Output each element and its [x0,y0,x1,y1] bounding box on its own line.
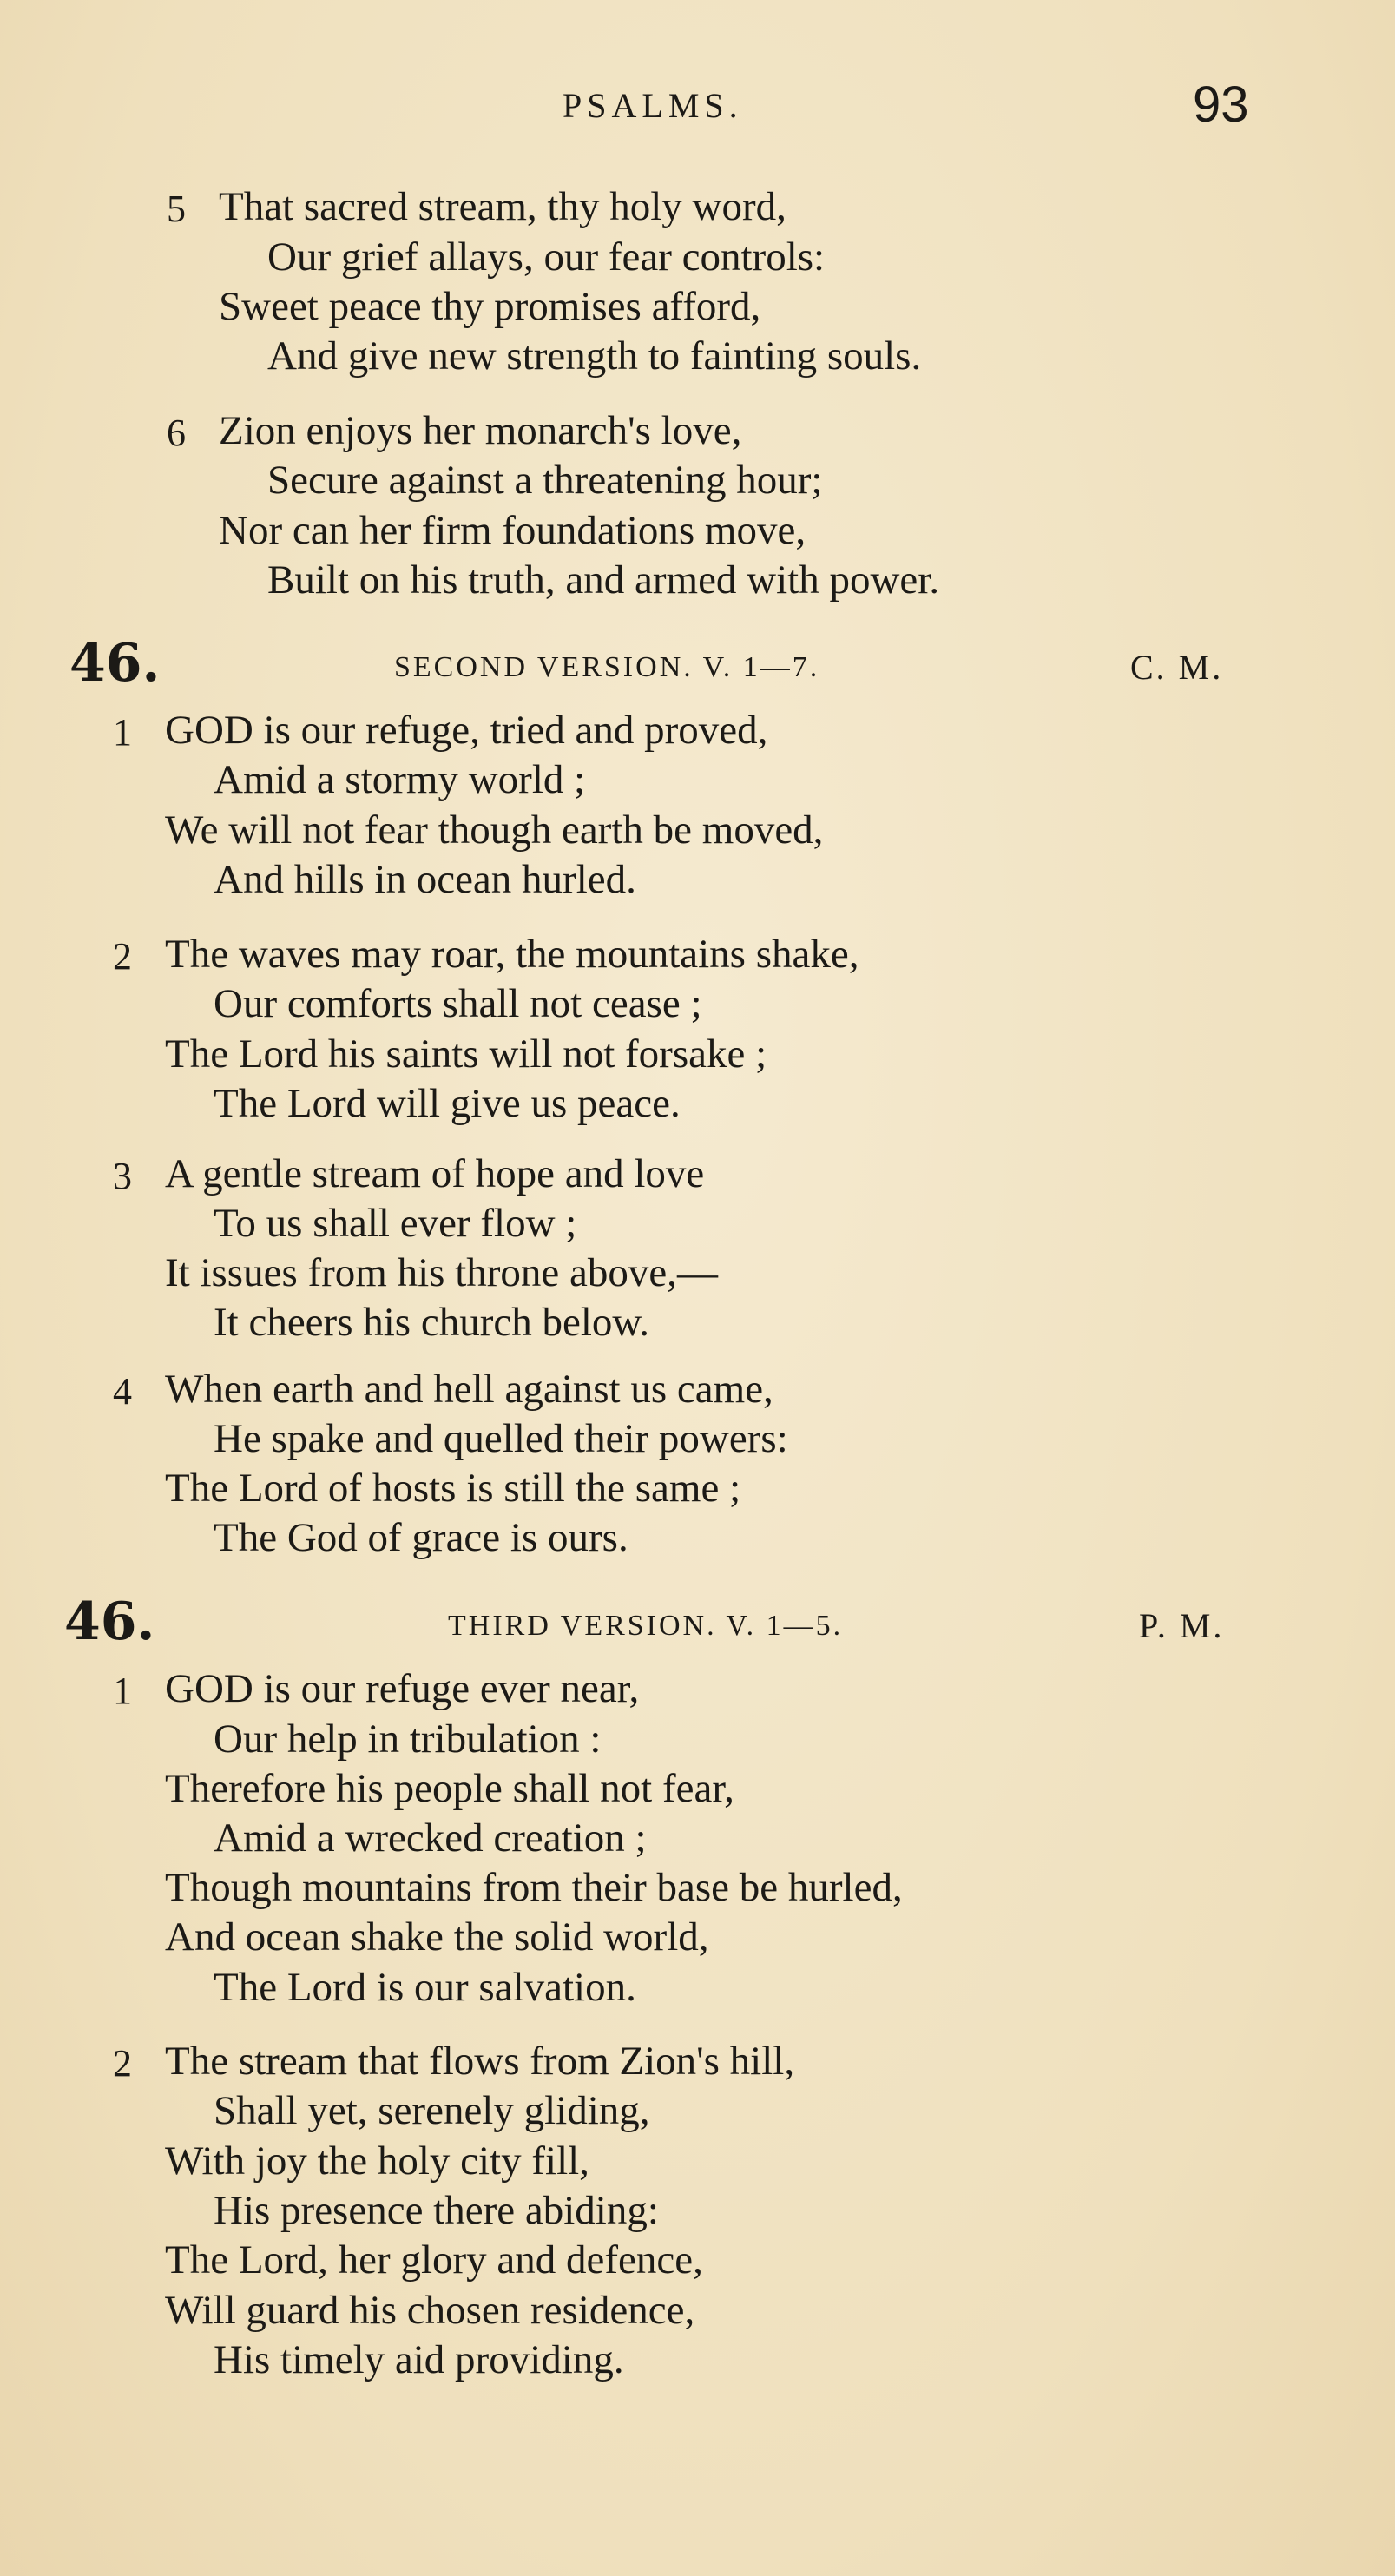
verse-line: To us shall ever flow ; [214,1201,577,1246]
verse-line: It cheers his church below. [214,1300,650,1345]
verse-line: When earth and hell against us came, [165,1367,773,1412]
verse-line: A gentle stream of hope and love [165,1151,705,1196]
running-title: PSALMS. [563,86,743,125]
stanza-number: 6 [167,412,186,454]
verse-line: He spake and quelled their powers: [214,1416,788,1461]
verse-line: Secure against a threatening hour; [267,458,823,503]
version-heading: SECOND VERSION. V. 1—7. [394,651,820,683]
stanza-number: 2 [113,935,132,978]
page-number: 93 [1193,76,1249,133]
verse-line: Though mountains from their base be hurled, [165,1865,903,1910]
verse-line: We will not fear though earth be moved, [165,807,824,853]
psalm-number: 46. [69,633,161,694]
meter-label: P. M. [1139,1606,1225,1645]
verse-line: The waves may roar, the mountains shake, [165,932,859,977]
stanza-number: 3 [113,1155,132,1197]
verse-line: His timely aid providing. [214,2337,624,2382]
verse-line: Amid a wrecked creation ; [214,1815,647,1861]
verse-line: The God of grace is ours. [214,1515,628,1560]
meter-label: C. M. [1130,648,1224,687]
verse-line: Our grief allays, our fear controls: [267,234,826,280]
verse-line: The Lord will give us peace. [214,1081,681,1126]
verse-line: And ocean shake the solid world, [165,1914,709,1960]
version-heading: THIRD VERSION. V. 1—5. [448,1610,844,1642]
verse-line: Our help in tribulation : [214,1716,602,1762]
verse-line: And hills in ocean hurled. [214,857,636,902]
verse-line: And give new strength to fainting souls. [267,333,922,379]
verse-line: With joy the holy city fill, [165,2138,589,2184]
stanza-number: 1 [113,1670,132,1712]
verse-line: Nor can her firm foundations move, [219,508,806,553]
verse-line: His presence there abiding: [214,2188,659,2233]
verse-line: GOD is our refuge, tried and proved, [165,708,768,753]
verse-line: Sweet peace thy promises afford, [219,284,761,329]
verse-line: The stream that flows from Zion's hill, [165,2039,795,2084]
stanza-number: 5 [167,188,186,230]
verse-line: The Lord his saints will not forsake ; [165,1031,767,1077]
verse-line: It issues from his throne above,— [165,1250,719,1295]
verse-line: Zion enjoys her monarch's love, [219,408,742,453]
verse-line: Therefore his people shall not fear, [165,1766,734,1811]
stanza-number: 1 [113,711,132,754]
verse-line: Amid a stormy world ; [214,757,586,802]
stanza-number: 4 [113,1370,132,1413]
verse-line: The Lord of hosts is still the same ; [165,1466,741,1511]
verse-line: That sacred stream, thy holy word, [219,184,786,229]
verse-line: The Lord, her glory and defence, [165,2237,703,2283]
stanza-number: 2 [113,2042,132,2085]
verse-line: The Lord is our salvation. [214,1965,636,2010]
verse-line: GOD is our refuge ever near, [165,1666,640,1711]
verse-line: Will guard his chosen residence, [165,2288,695,2333]
verse-line: Shall yet, serenely gliding, [214,2088,650,2133]
verse-line: Our comforts shall not cease ; [214,981,702,1026]
psalm-number: 46. [64,1591,155,1652]
verse-line: Built on his truth, and armed with power. [267,557,940,603]
